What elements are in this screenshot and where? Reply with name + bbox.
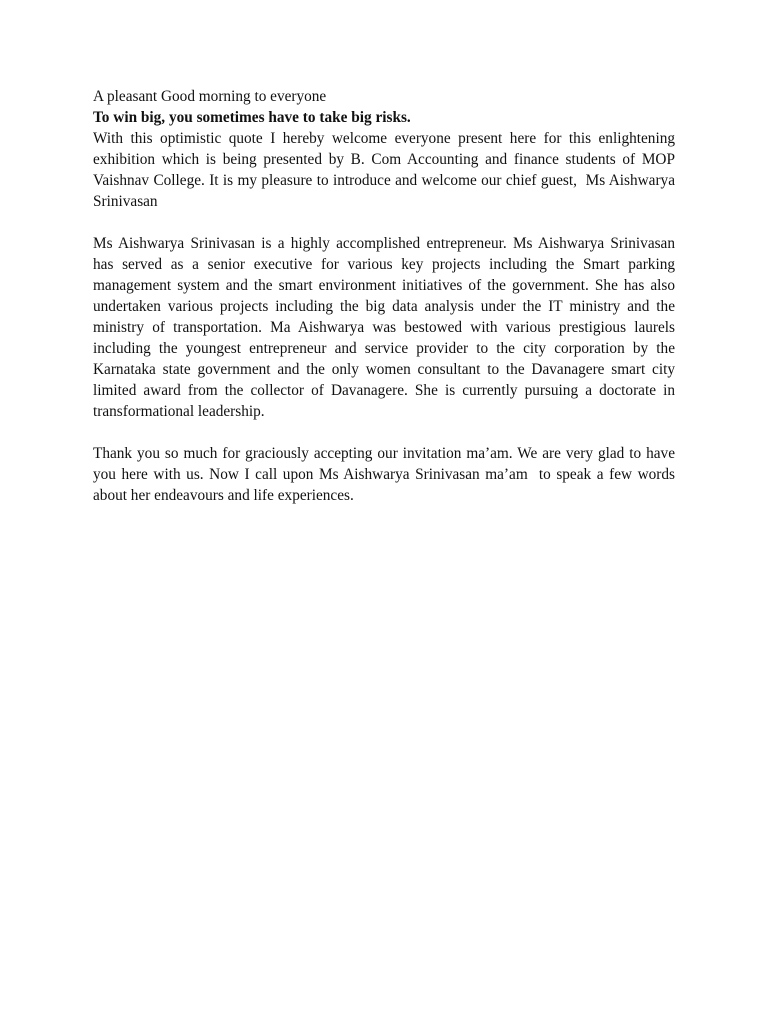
paragraph-spacer bbox=[93, 422, 675, 443]
paragraph-spacer bbox=[93, 212, 675, 233]
welcome-paragraph: With this optimistic quote I hereby welcome everyone present here for this enlightening exhibition which is being presented by B. Com Accounting and finance students of MOP Vaishnav College. It is my pleasure to introduce and welcome our chief guest, Ms Aishwarya Srinivasan bbox=[93, 130, 683, 210]
quote-line: To win big, you sometimes have to take big risks. bbox=[93, 109, 411, 126]
greeting-line: A pleasant Good morning to everyone bbox=[93, 88, 327, 105]
guest-bio-paragraph: Ms Aishwarya Srinivasan is a highly accomplished entrepreneur. Ms Aishwarya Srinivasan has served as a senior executive for various key projects including the Smart parking management system and the smart environment initiatives of the government. She has also undertaken various projects including the big data analysis under the IT ministry and the ministry of transportation. Ma Aishwarya was bestowed with various prestigious laurels including the youngest entrepreneur and service provider to the city corporation by the Karnataka state government and the only women consultant to the Davanagere smart city limited award from the collector of Davanagere. She is currently pursuing a doctorate in transformational leadership. bbox=[93, 235, 679, 420]
closing-paragraph: Thank you so much for graciously accepting our invitation ma’am. We are very glad to have you here with us. Now I call upon Ms Aishwarya Srinivasan ma’am to speak a few words about her endeavours and life experiences. bbox=[93, 445, 679, 504]
document-page bbox=[93, 86, 683, 506]
